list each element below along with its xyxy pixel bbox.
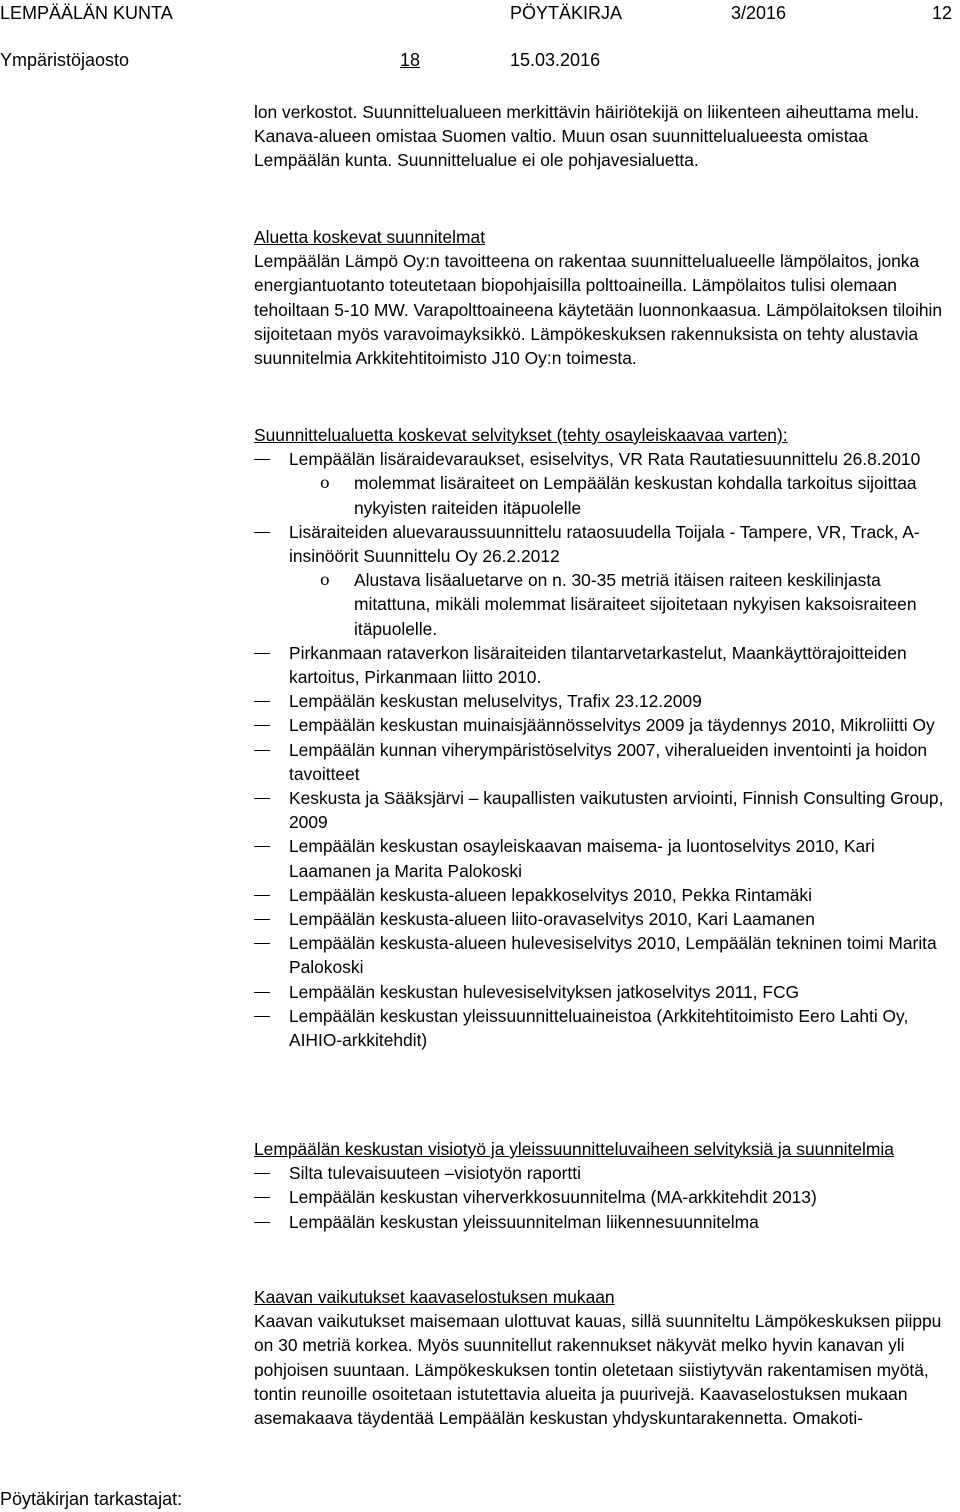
list-item bbox=[254, 738, 954, 786]
dash-bullet-icon bbox=[254, 943, 270, 944]
dash-bullet-icon bbox=[254, 798, 270, 799]
studies-list bbox=[254, 447, 954, 1052]
impacts-section bbox=[254, 1285, 954, 1430]
list-item-text: Lempäälän keskustan yleissuunnitteluaineistoa (Arkkitehtitoimisto Eero Lahti Oy, AIHIO-arkkitehdit) bbox=[289, 1005, 909, 1051]
dash-bullet-icon bbox=[254, 459, 270, 460]
list-item-text: Lempäälän keskustan muinaisjäännösselvitys 2009 ja täydennys 2010, Mikroliitti Oy bbox=[289, 715, 935, 736]
list-item-text: Lisäraiteiden aluevaraussuunnittelu rataosuudella Toijala - Tampere, VR, Track, A-insinöörit Suunnittelu Oy 26.2.2012 bbox=[289, 521, 920, 567]
list-item-text: Lempäälän keskustan viherverkkosuunnitelma (MA-arkkitehdit 2013) bbox=[289, 1187, 817, 1208]
list-item-text: Lempäälän lisäraidevaraukset, esiselvitys, VR Rata Rautatiesuunnittelu 26.8.2010 bbox=[289, 449, 921, 470]
dash-bullet-icon bbox=[254, 701, 270, 702]
list-item bbox=[254, 1210, 954, 1234]
sub-list-item bbox=[254, 568, 954, 641]
intro-text: lon verkostot. Suunnittelualueen merkittävin häiriötekijä on liikenteen aiheuttama melu. Kanava-alueen omistaa Suomen valtio. Muun osan suunnittelualueesta omistaa Lempäälän kunta. Suunnittelualue ei ole pohjavesialuetta. bbox=[254, 102, 920, 171]
dash-bullet-icon bbox=[254, 846, 270, 847]
list-item-text: Silta tulevaisuuteen –visiotyön raportti bbox=[289, 1163, 581, 1184]
dash-bullet-icon bbox=[254, 725, 270, 726]
list-item bbox=[254, 1185, 954, 1209]
circle-bullet-icon: ο bbox=[320, 570, 330, 590]
meeting-date: 15.03.2016 bbox=[510, 50, 601, 70]
dash-bullet-icon bbox=[254, 919, 270, 920]
list-item-text: Lempäälän keskustan meluselvitys, Trafix 23.12.2009 bbox=[289, 691, 702, 712]
list-item bbox=[254, 786, 954, 834]
list-item bbox=[254, 1161, 954, 1185]
list-item-text: Lempäälän keskusta-alueen hulevesiselvitys 2010, Lempäälän tekninen toimi Marita Palokoski bbox=[289, 933, 937, 978]
plans-text: Lempäälän Lämpö Oy:n tavoitteena on rakentaa suunnittelualueelle lämpölaitos, jonka energiantuotanto toteutetaan biopohjaisilla polttoaineilla. Lämpölaitos tulisi olemaan tehoiltaan 5-10 MW. Varapolttoaineena käytetään luonnonkaasua. Lämpölaitoksen tiloihin sijoitetaan myös varavoimayksikkö. Lämpökeskuksen rakennuksista on tehty alustavia suunnitelmia Arkkitehtitoimisto J10 Oy:n toimesta. bbox=[254, 251, 943, 369]
impacts-heading: Kaavan vaikutukset kaavaselostuksen mukaan bbox=[254, 1287, 615, 1307]
footer-label: Pöytäkirjan tarkastajat: bbox=[0, 1489, 183, 1509]
dash-bullet-icon bbox=[254, 1016, 270, 1017]
list-item bbox=[254, 1004, 954, 1052]
plans-heading: Aluetta koskevat suunnitelmat bbox=[254, 227, 486, 247]
dash-bullet-icon bbox=[254, 653, 270, 654]
dash-bullet-icon bbox=[254, 1173, 270, 1174]
page-header-bottom bbox=[0, 48, 960, 72]
list-item bbox=[254, 883, 954, 907]
list-item-text: Lempäälän kunnan viherympäristöselvitys 2007, viheralueiden inventointi ja hoidon tavoitteet bbox=[289, 739, 928, 784]
vision-heading: Lempäälän keskustan visiotyö ja yleissuunnitteluvaiheen selvityksiä ja suunnitelmia bbox=[254, 1139, 894, 1159]
studies-heading: Suunnittelualuetta koskevat selvitykset (tehty osayleiskaavaa varten): bbox=[254, 425, 788, 445]
list-item bbox=[254, 447, 954, 471]
list-item bbox=[254, 641, 954, 689]
list-item-text: Keskusta ja Sääksjärvi – kaupallisten vaikutusten arviointi, Finnish Consulting Group, 2009 bbox=[289, 788, 944, 833]
list-item bbox=[254, 980, 954, 1004]
list-item-text: Lempäälän keskustan yleissuunnitelman liikennesuunnitelma bbox=[289, 1211, 759, 1232]
list-item-text: Lempäälän keskusta-alueen lepakkoselvitys 2010, Pekka Rintamäki bbox=[289, 884, 812, 905]
dash-bullet-icon bbox=[254, 1197, 270, 1198]
page-header-top bbox=[0, 1, 960, 25]
impacts-text: Kaavan vaikutukset maisemaan ulottuvat kauas, sillä suunniteltu Lämpökeskuksen piippu on 30 metriä korkea. Myös suunnitellut rakennukset näkyvät melko hyvin kanavan yli pohjoisen suuntaan. Lämpökeskuksen tontin oletetaan siistiytyvän rakentamisen myötä, tontin reunoille osoitetaan istutettavia alueita ja puurivejä. Kaavaselostuksen mukaan asemakaava täydentää Lempäälän keskustan yhdyskuntarakennetta. Omakoti- bbox=[254, 1311, 942, 1429]
studies-section bbox=[254, 423, 954, 1052]
circle-bullet-icon: ο bbox=[320, 473, 330, 493]
vision-list bbox=[254, 1161, 954, 1234]
sub-list-item-text: molemmat lisäraiteet on Lempäälän keskustan kohdalla tarkoitus sijoittaa nykyisten raiteiden itäpuolelle bbox=[354, 473, 917, 518]
list-item bbox=[254, 931, 954, 979]
dash-bullet-icon bbox=[254, 1222, 270, 1223]
list-item-text: Pirkanmaan rataverkon lisäraiteiden tilantarvetarkastelut, Maankäyttörajoitteiden kartoitus, Pirkanmaan liitto 2010. bbox=[289, 642, 907, 688]
list-item bbox=[254, 689, 954, 713]
document-number: 3/2016 bbox=[731, 3, 787, 23]
plans-section bbox=[254, 225, 954, 370]
dash-bullet-icon bbox=[254, 992, 270, 993]
municipality-name: LEMPÄÄLÄN KUNTA bbox=[0, 3, 173, 23]
dash-bullet-icon bbox=[254, 750, 270, 751]
list-item-text: Lempäälän keskustan osayleiskaavan maisema- ja luontoselvitys 2010, Kari Laamanen ja Marita Palokoski bbox=[289, 836, 875, 881]
dash-bullet-icon bbox=[254, 895, 270, 896]
sub-list-item bbox=[254, 471, 954, 519]
list-item bbox=[254, 520, 954, 568]
section-number: 18 bbox=[400, 50, 421, 70]
sub-list-item-text: Alustava lisäaluetarve on n. 30-35 metriä itäisen raiteen keskilinjasta mitattuna, mikäli molemmat lisäraiteet sijoitetaan nykyisen kaksoisraiteen itäpuolelle. bbox=[354, 570, 917, 639]
page-number: 12 bbox=[932, 3, 953, 23]
list-item bbox=[254, 713, 954, 737]
list-item bbox=[254, 907, 954, 931]
list-item-text: Lempäälän keskustan hulevesiselvityksen jatkoselvitys 2011, FCG bbox=[289, 981, 800, 1002]
dash-bullet-icon bbox=[254, 532, 270, 533]
committee-name: Ympäristöjaosto bbox=[0, 50, 130, 70]
list-item bbox=[254, 834, 954, 882]
document-type: PÖYTÄKIRJA bbox=[510, 3, 623, 23]
list-item-text: Lempäälän keskusta-alueen liito-oravaselvitys 2010, Kari Laamanen bbox=[289, 909, 815, 930]
intro-paragraph bbox=[254, 100, 954, 173]
vision-section bbox=[254, 1137, 954, 1234]
